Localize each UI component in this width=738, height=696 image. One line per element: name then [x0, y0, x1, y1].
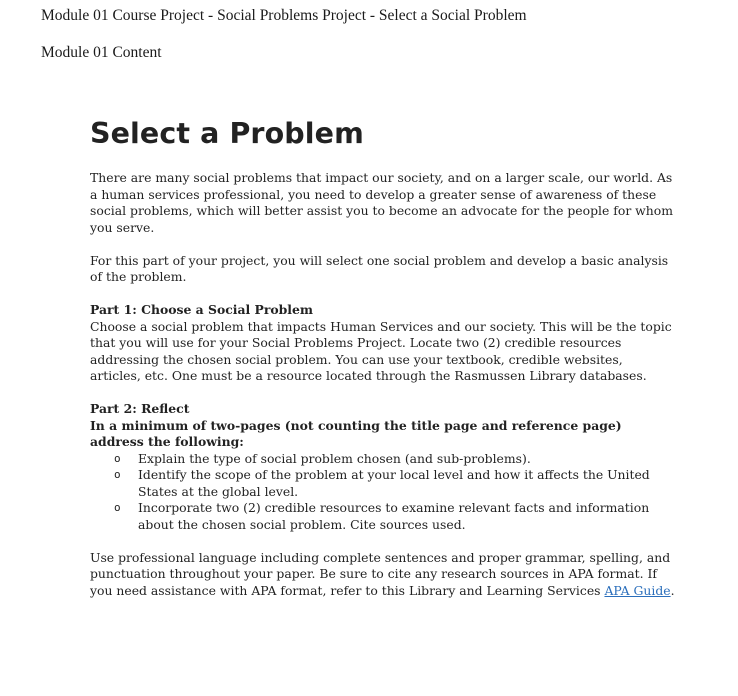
breadcrumb-assignment-title: Module 01 Course Project - Social Problems Project - Select a Social Problem	[41, 7, 527, 24]
bullet-icon: o	[114, 468, 121, 481]
task-overview-paragraph: For this part of your project, you will select one social problem and develop a basic analysis of the problem.	[90, 252, 669, 284]
closing-end: .	[670, 582, 675, 598]
closing-text: Use professional language including complete sentences and proper grammar, spelling, and punctuation throughout your paper. Be sure to cite any research sources in APA format. If you need assistance with APA format, refer to this Library and Learning Services	[90, 549, 671, 598]
part2-task-list	[90, 451, 675, 534]
apa-guide-link[interactable]: APA Guide	[604, 582, 671, 598]
bullet-icon: o	[114, 501, 121, 514]
list-item-text: Identify the scope of the problem at your local level and how it affects the United States at the global level.	[138, 467, 650, 499]
part1-section	[90, 302, 675, 385]
breadcrumb-module[interactable]: Module 01 Content	[41, 44, 162, 61]
intro-paragraph: There are many social problems that impact our society, and on a larger scale, our world. As a human services professional, you need to develop a greater sense of awareness of these social problems, which will better assist you to become an advocate for the people for whom you serve.	[90, 170, 673, 235]
part2-requirement: In a minimum of two-pages (not counting the title page and reference page) address the following:	[90, 417, 622, 449]
page-title: Select a Problem	[90, 117, 364, 150]
closing-paragraph	[90, 550, 675, 600]
list-item-text: Incorporate two (2) credible resources to examine relevant facts and information about the chosen social problem. Cite sources used.	[138, 500, 650, 532]
list-item	[90, 451, 675, 468]
part1-body: Choose a social problem that impacts Human Services and our society. This will be the topic that you will use for your Social Problems Project. Locate two (2) credible resources addressing the chosen social problem. You can use your textbook, credible websites, articles, etc. One must be a resource located through the Rasmussen Library databases.	[90, 318, 672, 383]
list-item	[90, 467, 675, 500]
part1-heading: Part 1: Choose a Social Problem	[90, 302, 313, 317]
part2-heading: Part 2: Reflect	[90, 401, 190, 416]
bullet-icon: o	[114, 451, 121, 465]
list-item-text: Explain the type of social problem chosen (and sub-problems).	[138, 450, 531, 466]
part2-section	[90, 401, 675, 533]
list-item	[90, 500, 675, 533]
assignment-content	[90, 114, 675, 616]
